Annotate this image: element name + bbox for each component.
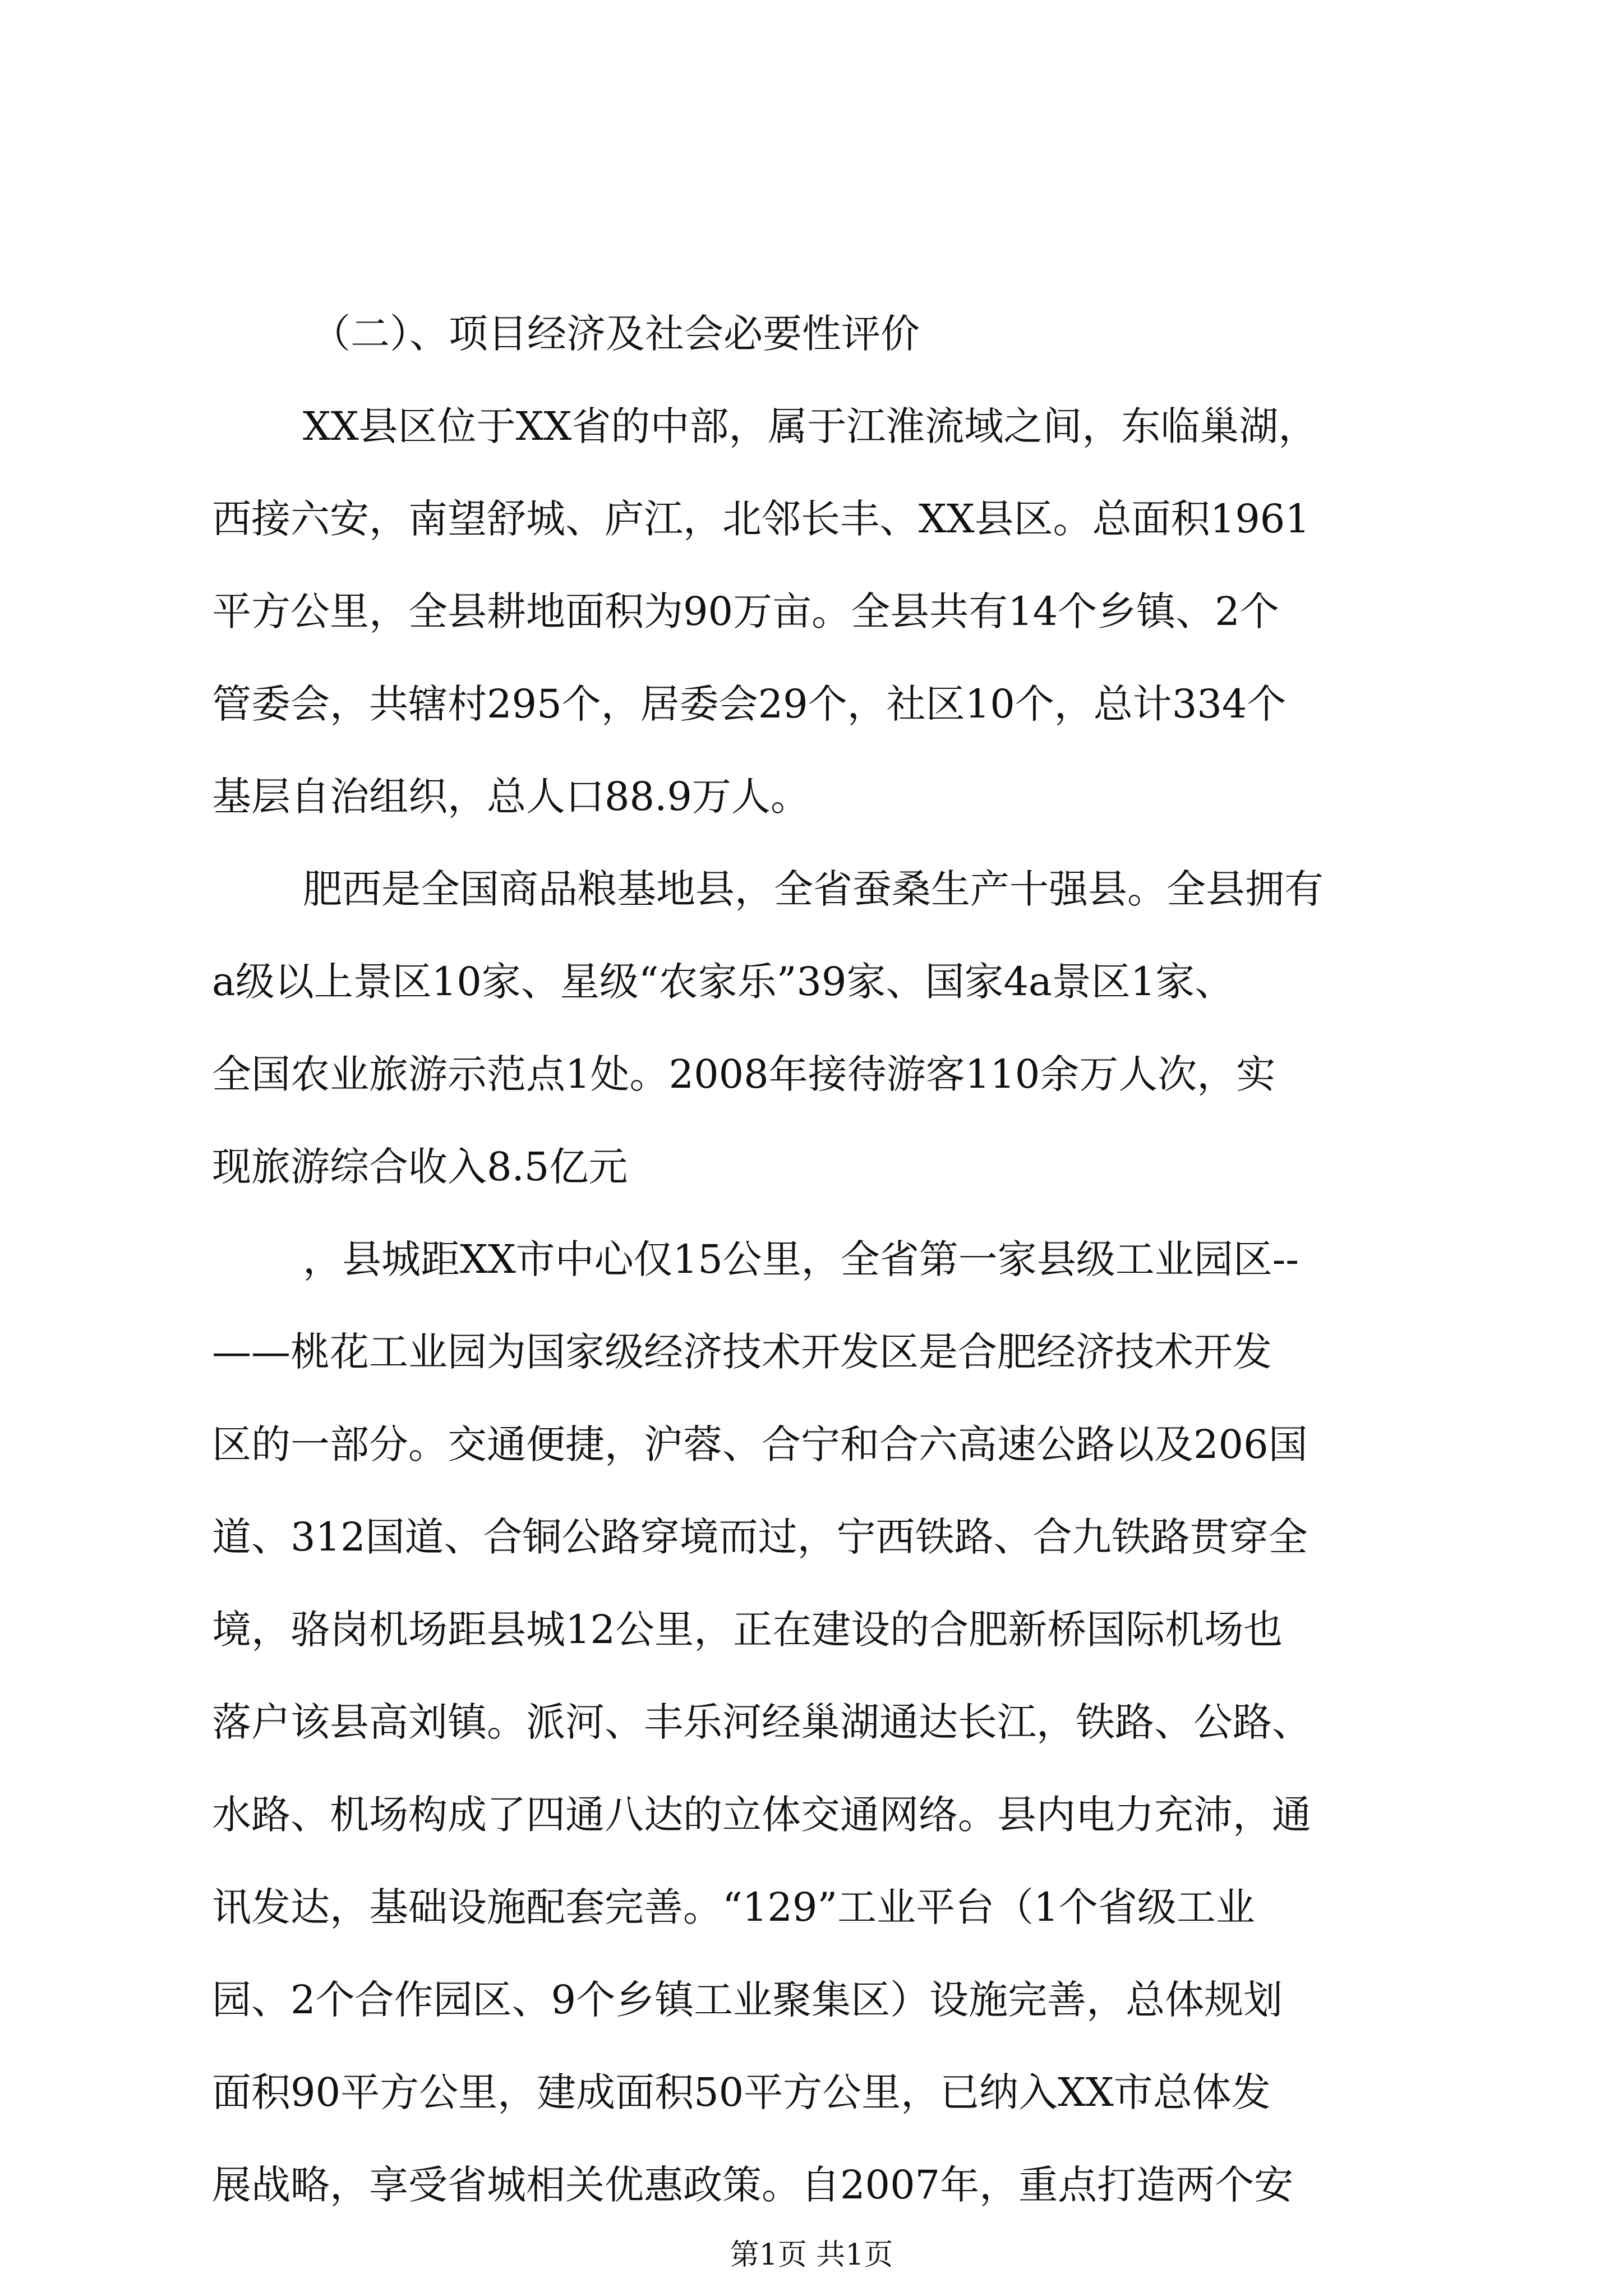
paragraph-3-line-7: 水路、机场构成了四通八达的立体交通网络。县内电力充沛，通 <box>212 1792 1311 1838</box>
paragraph-3-line-3: 区的一部分。交通便捷，沪蓉、合宁和合六高速公路以及206国 <box>212 1421 1308 1467</box>
paragraph-2-line-2: a级以上景区10家、星级“农家乐”39家、国家4a景区1家、 <box>212 959 1234 1005</box>
paragraph-1-line-2: 西接六安，南望舒城、庐江，北邻长丰、XX县区。总面积1961 <box>212 496 1310 542</box>
page-number-footer: 第1页 共1页 <box>730 2238 893 2272</box>
paragraph-3-line-8: 讯发达，基础设施配套完善。“129”工业平台（1个省级工业 <box>212 1884 1255 1930</box>
section-heading: （二）、项目经济及社会必要性评价 <box>311 311 920 357</box>
paragraph-3-line-11: 展战略，享受省城相关优惠政策。自2007年，重点打造两个安 <box>212 2162 1294 2208</box>
paragraph-3-line-9: 园、2个合作园区、9个乡镇工业聚集区）设施完善，总体规划 <box>212 1977 1283 2023</box>
paragraph-3-line-6: 落户该县高刘镇。派河、丰乐河经巢湖通达长江，铁路、公路、 <box>212 1699 1311 1745</box>
paragraph-3-line-10: 面积90平方公里，建成面积50平方公里，已纳入XX市总体发 <box>212 2069 1271 2115</box>
paragraph-1-line-5: 基层自治组织，总人口88.9万人。 <box>212 774 810 820</box>
paragraph-3-line-4: 道、312国道、合铜公路穿境而过，宁西铁路、合九铁路贯穿全 <box>212 1514 1308 1560</box>
paragraph-1-line-4: 管委会，共辖村295个，居委会29个，社区10个，总计334个 <box>212 681 1287 727</box>
paragraph-1-line-3: 平方公里，全县耕地面积为90万亩。全县共有14个乡镇、2个 <box>212 588 1279 634</box>
paragraph-3-line-5: 境，骆岗机场距县城12公里，正在建设的合肥新桥国际机场也 <box>212 1607 1283 1653</box>
paragraph-1-line-1: XX县区位于XX省的中部，属于江淮流域之间，东临巢湖， <box>303 403 1318 449</box>
paragraph-3-line-1: ，县城距XX市中心仅15公里，全省第一家县级工业园区-- <box>303 1236 1299 1282</box>
paragraph-3-line-2: ——桃花工业园为国家级经济技术开发区是合肥经济技术开发 <box>212 1329 1272 1375</box>
paragraph-2-line-3: 全国农业旅游示范点1处。2008年接待游客110余万人次，实 <box>212 1051 1276 1097</box>
paragraph-2-line-1: 肥西是全国商品粮基地县，全省蚕桑生产十强县。全县拥有 <box>303 866 1324 912</box>
paragraph-2-line-4: 现旅游综合收入8.5亿元 <box>212 1144 628 1190</box>
